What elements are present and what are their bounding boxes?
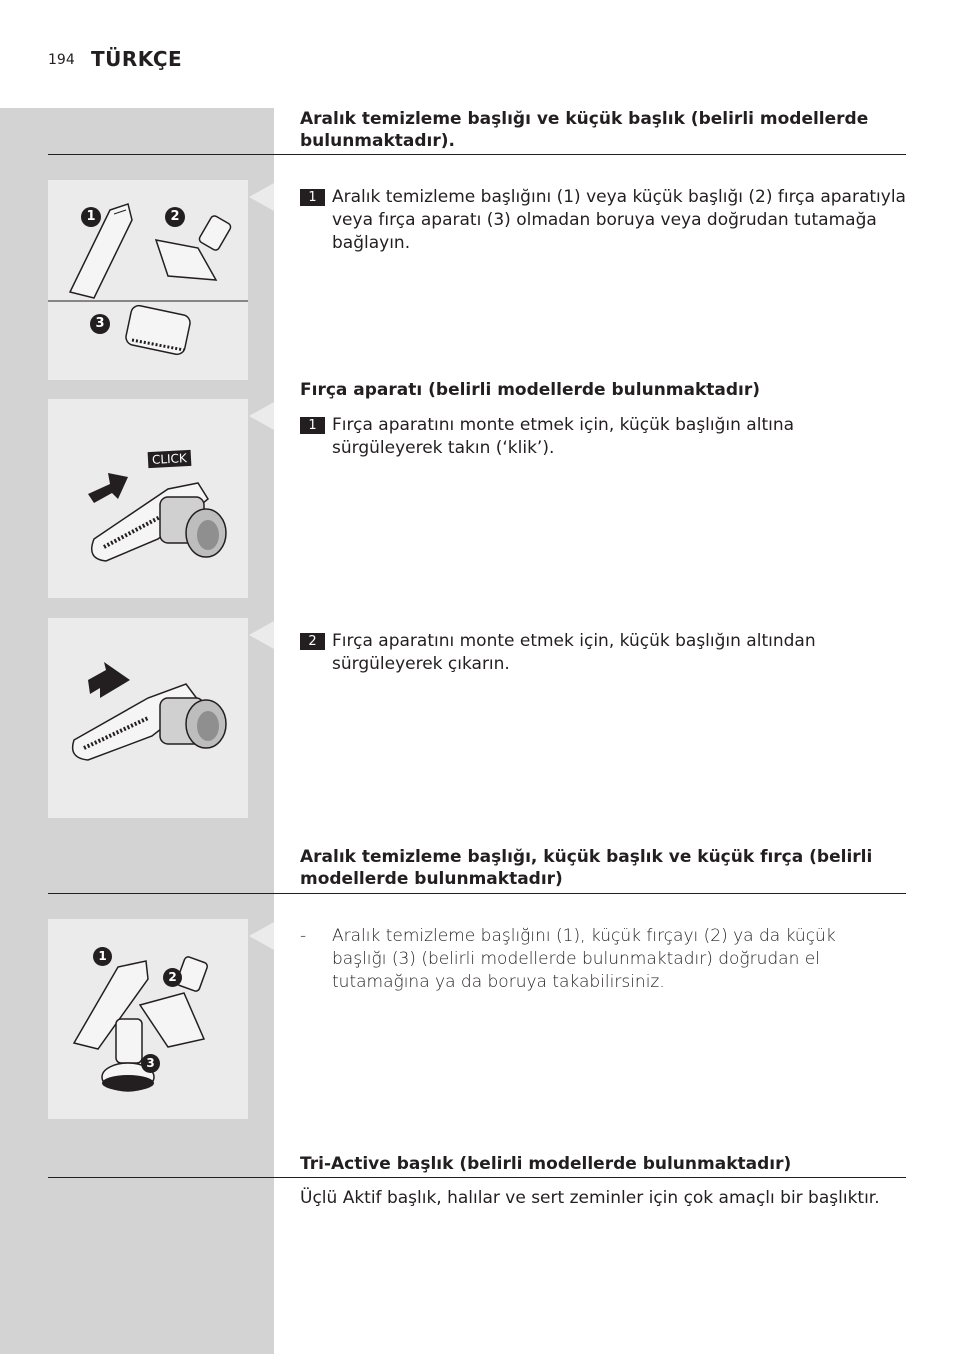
figure-three-nozzles bbox=[48, 919, 248, 1119]
step-item bbox=[300, 186, 906, 255]
tri-active-description: Üçlü Aktif başlık, halılar ve sert zeminler için çok amaçlı bir başlıktır. bbox=[300, 1188, 880, 1208]
step-text: Fırça aparatını monte etmek için, küçük başlığın altından sürgüleyerek çıkarın. bbox=[332, 631, 816, 674]
section-divider bbox=[48, 1177, 906, 1178]
page-language-title: TÜRKÇE bbox=[91, 47, 183, 71]
panel-pointer bbox=[249, 922, 274, 950]
step-item bbox=[300, 630, 906, 676]
step-number: 1 bbox=[300, 417, 325, 434]
callout-2-icon: 2 bbox=[165, 207, 185, 227]
panel-pointer bbox=[249, 183, 274, 211]
callout-3-icon: 3 bbox=[141, 1054, 160, 1073]
figure-nozzles-attach bbox=[48, 180, 248, 380]
bullet-item bbox=[300, 925, 890, 994]
section-heading-tri-active-nozzle: Tri-Active başlık (belirli modellerde bulunmaktadır) bbox=[300, 1154, 792, 1174]
section-heading-crevice-small-nozzle-small-brush: Aralık temizleme başlığı, küçük başlık ve küçük fırça (belirli modellerde bulunmaktadır) bbox=[300, 847, 873, 889]
section-divider bbox=[48, 893, 906, 894]
section-heading-crevice-and-small-nozzle: Aralık temizleme başlığı ve küçük başlık (belirli modellerde bulunmaktadır). bbox=[300, 109, 869, 151]
section-heading-brush-attachment: Fırça aparatı (belirli modellerde bulunmaktadır) bbox=[300, 380, 761, 400]
step-text: Fırça aparatını monte etmek için, küçük başlığın altına sürgüleyerek takın (‘klik’). bbox=[332, 415, 795, 458]
step-item bbox=[300, 414, 906, 460]
click-label: CLICK bbox=[148, 450, 192, 468]
bullet-text: Aralık temizleme başlığını (1), küçük fırçayı (2) ya da küçük başlığı (3) (belirli modellerde bulunmaktadır) doğrudan el tutamağına ya da boruya takabilirsiniz. bbox=[332, 926, 836, 992]
bullet-dash: - bbox=[300, 926, 307, 946]
step-text: Aralık temizleme başlığını (1) veya küçük başlığı (2) fırça aparatıyla veya fırça aparatı (3) olmadan boruya veya doğrudan tutamağa bağlayın. bbox=[332, 187, 906, 253]
figure-brush-attach bbox=[48, 399, 248, 598]
step-number: 1 bbox=[300, 189, 325, 206]
brush-detach-illustration bbox=[48, 618, 248, 818]
callout-1-icon: 1 bbox=[81, 207, 101, 227]
step-number: 2 bbox=[300, 633, 325, 650]
figure-brush-detach bbox=[48, 618, 248, 818]
panel-pointer bbox=[249, 402, 274, 430]
callout-3-icon: 3 bbox=[90, 314, 110, 334]
three-nozzles-illustration bbox=[48, 919, 248, 1119]
nozzles-illustration bbox=[48, 180, 248, 380]
page-number: 194 bbox=[48, 52, 75, 68]
brush-attach-illustration bbox=[48, 399, 248, 598]
callout-2-icon: 2 bbox=[163, 968, 182, 987]
section-divider bbox=[48, 154, 906, 155]
panel-pointer bbox=[249, 621, 274, 649]
callout-1-icon: 1 bbox=[93, 947, 112, 966]
